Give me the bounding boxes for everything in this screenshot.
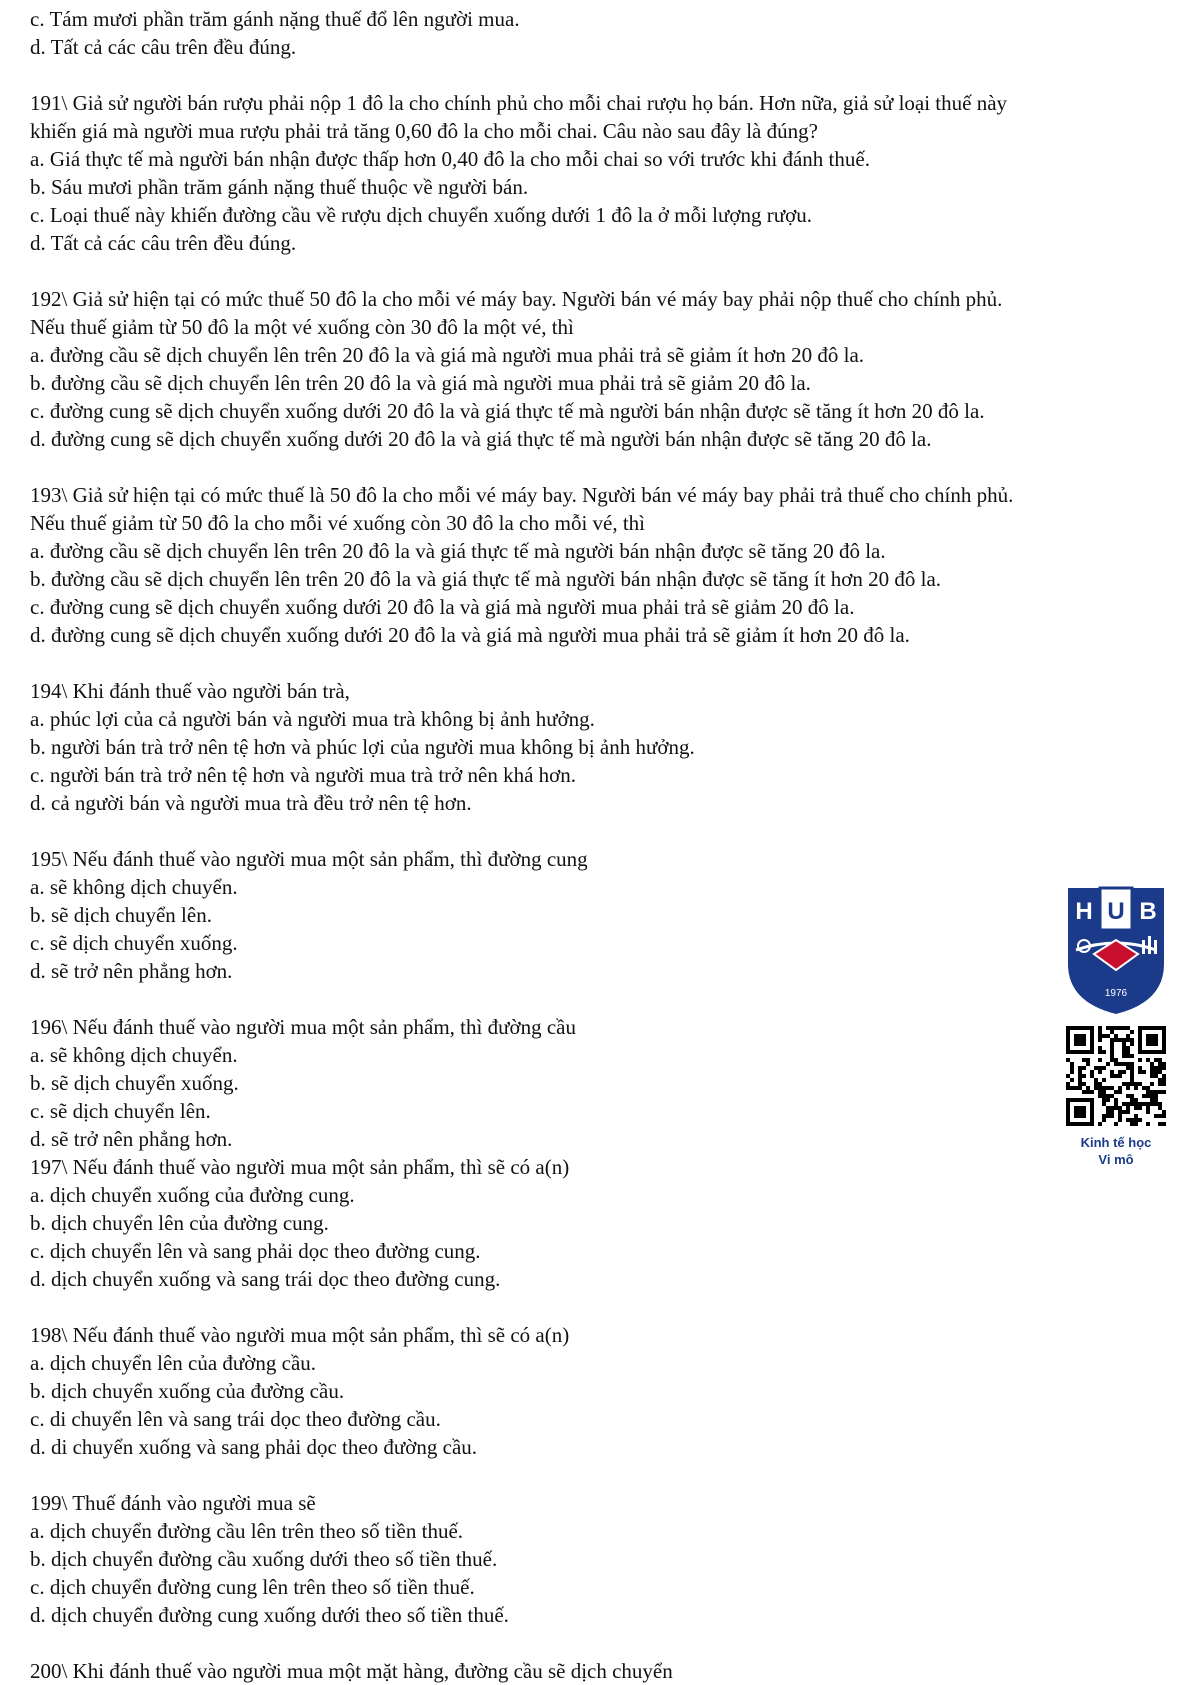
text-line: Nếu thuế giảm từ 50 đô la cho mỗi vé xuống còn 30 đô la cho mỗi vé, thì	[30, 511, 646, 535]
question-stem: 194\ Khi đánh thuế vào người bán trà,	[30, 679, 350, 703]
answer-option: b. Sáu mươi phần trăm gánh nặng thuế thuộc về người bán.	[30, 175, 529, 199]
question-stem: 196\ Nếu đánh thuế vào người mua một sản phẩm, thì đường cầu	[30, 1015, 576, 1039]
answer-option: b. sẽ dịch chuyển lên.	[30, 903, 212, 927]
brand-line-2: Vi mô	[1098, 1152, 1134, 1167]
answer-option: b. đường cầu sẽ dịch chuyển lên trên 20 đô la và giá mà người mua phải trả sẽ giảm 20 đô la.	[30, 371, 811, 395]
logo-year: 1976	[1104, 988, 1128, 999]
blank-line	[30, 649, 1170, 677]
document-body	[30, 5, 1170, 1685]
blank-line	[30, 453, 1170, 481]
logo-letter-u: U	[1107, 898, 1125, 925]
answer-option: c. đường cung sẽ dịch chuyển xuống dưới 20 đô la và giá mà người mua phải trả sẽ giảm 20 đô la.	[30, 595, 855, 619]
answer-option: a. dịch chuyển lên của đường cầu.	[30, 1351, 317, 1375]
question-stem: 191\ Giả sử người bán rượu phải nộp 1 đô la cho chính phủ cho mỗi chai rượu họ bán. Hơn nữa, giả sử loại thuế này	[30, 91, 1008, 115]
answer-option: d. dịch chuyển xuống và sang trái dọc theo đường cung.	[30, 1267, 501, 1291]
brand-sidebar	[1058, 884, 1174, 1168]
question-stem: 193\ Giả sử hiện tại có mức thuế là 50 đô la cho mỗi vé máy bay. Người bán vé máy bay phải trả thuế cho chính phủ.	[30, 483, 1014, 507]
answer-option: d. cả người bán và người mua trà đều trở nên tệ hơn.	[30, 791, 472, 815]
question-stem: 195\ Nếu đánh thuế vào người mua một sản phẩm, thì đường cung	[30, 847, 588, 871]
hub-shield-logo	[1064, 884, 1168, 1016]
answer-option: c. đường cung sẽ dịch chuyển xuống dưới 20 đô la và giá thực tế mà người bán nhận được sẽ tăng ít hơn 20 đô la.	[30, 399, 985, 423]
answer-option: b. đường cầu sẽ dịch chuyển lên trên 20 đô la và giá thực tế mà người bán nhận được sẽ tăng ít hơn 20 đô la.	[30, 567, 942, 591]
question-stem: 200\ Khi đánh thuế vào người mua một mặt hàng, đường cầu sẽ dịch chuyển	[30, 1659, 673, 1683]
answer-option: c. sẽ dịch chuyển lên.	[30, 1099, 211, 1123]
answer-option: a. sẽ không dịch chuyển.	[30, 875, 238, 899]
blank-line	[30, 257, 1170, 285]
answer-option: b. sẽ dịch chuyển xuống.	[30, 1071, 239, 1095]
logo-letter-h: H	[1075, 898, 1093, 925]
answer-option: c. dịch chuyển đường cung lên trên theo số tiền thuế.	[30, 1575, 475, 1599]
answer-option: b. dịch chuyển đường cầu xuống dưới theo số tiền thuế.	[30, 1547, 498, 1571]
brand-label	[1081, 1134, 1152, 1168]
question-stem: 192\ Giả sử hiện tại có mức thuế 50 đô la cho mỗi vé máy bay. Người bán vé máy bay phải nộp thuế cho chính phủ.	[30, 287, 1003, 311]
answer-option: c. Loại thuế này khiến đường cầu về rượu dịch chuyển xuống dưới 1 đô la ở mỗi lượng rượu.	[30, 203, 812, 227]
blank-line	[30, 1293, 1170, 1321]
text-line: Nếu thuế giảm từ 50 đô la một vé xuống còn 30 đô la một vé, thì	[30, 315, 574, 339]
answer-option: d. đường cung sẽ dịch chuyển xuống dưới 20 đô la và giá mà người mua phải trả sẽ giảm ít hơn 20 đô la.	[30, 623, 910, 647]
question-stem: 197\ Nếu đánh thuế vào người mua một sản phẩm, thì sẽ có a(n)	[30, 1155, 570, 1179]
answer-option: a. đường cầu sẽ dịch chuyển lên trên 20 đô la và giá thực tế mà người bán nhận được sẽ tăng 20 đô la.	[30, 539, 886, 563]
answer-option: d. dịch chuyển đường cung xuống dưới theo số tiền thuế.	[30, 1603, 509, 1627]
blank-line	[30, 1461, 1170, 1489]
answer-option: b. người bán trà trở nên tệ hơn và phúc lợi của người mua không bị ảnh hưởng.	[30, 735, 695, 759]
answer-option: a. dịch chuyển đường cầu lên trên theo số tiền thuế.	[30, 1519, 464, 1543]
answer-option: d. sẽ trở nên phẳng hơn.	[30, 959, 233, 983]
answer-option: b. dịch chuyển xuống của đường cầu.	[30, 1379, 345, 1403]
blank-line	[30, 817, 1170, 845]
logo-letter-b: B	[1139, 898, 1157, 925]
brand-line-1: Kinh tế học	[1080, 1135, 1152, 1150]
answer-option: c. Tám mươi phần trăm gánh nặng thuế đổ lên người mua.	[30, 7, 520, 31]
answer-option: c. người bán trà trở nên tệ hơn và người mua trà trở nên khá hơn.	[30, 763, 576, 787]
question-stem: 198\ Nếu đánh thuế vào người mua một sản phẩm, thì sẽ có a(n)	[30, 1323, 570, 1347]
answer-option: c. dịch chuyển lên và sang phải dọc theo đường cung.	[30, 1239, 481, 1263]
answer-option: d. Tất cả các câu trên đều đúng.	[30, 231, 297, 255]
answer-option: a. sẽ không dịch chuyển.	[30, 1043, 238, 1067]
answer-option: a. dịch chuyển xuống của đường cung.	[30, 1183, 355, 1207]
qr-code	[1066, 1026, 1166, 1126]
answer-option: a. Giá thực tế mà người bán nhận được thấp hơn 0,40 đô la cho mỗi chai so với trước khi đánh thuế.	[30, 147, 870, 171]
answer-option: b. dịch chuyển lên của đường cung.	[30, 1211, 329, 1235]
blank-line	[30, 1629, 1170, 1657]
answer-option: d. sẽ trở nên phẳng hơn.	[30, 1127, 233, 1151]
answer-option: d. Tất cả các câu trên đều đúng.	[30, 35, 297, 59]
answer-option: a. đường cầu sẽ dịch chuyển lên trên 20 đô la và giá mà người mua phải trả sẽ giảm ít hơn 20 đô la.	[30, 343, 865, 367]
answer-option: d. đường cung sẽ dịch chuyển xuống dưới 20 đô la và giá thực tế mà người bán nhận được sẽ tăng 20 đô la.	[30, 427, 932, 451]
answer-option: c. di chuyển lên và sang trái dọc theo đường cầu.	[30, 1407, 441, 1431]
answer-option: c. sẽ dịch chuyển xuống.	[30, 931, 238, 955]
blank-line	[30, 985, 1170, 1013]
blank-line	[30, 61, 1170, 89]
answer-option: a. phúc lợi của cả người bán và người mua trà không bị ảnh hưởng.	[30, 707, 595, 731]
answer-option: d. di chuyển xuống và sang phải dọc theo đường cầu.	[30, 1435, 478, 1459]
question-stem: 199\ Thuế đánh vào người mua sẽ	[30, 1491, 316, 1515]
text-line: khiến giá mà người mua rượu phải trả tăng 0,60 đô la cho mỗi chai. Câu nào sau đây là đúng?	[30, 119, 818, 143]
